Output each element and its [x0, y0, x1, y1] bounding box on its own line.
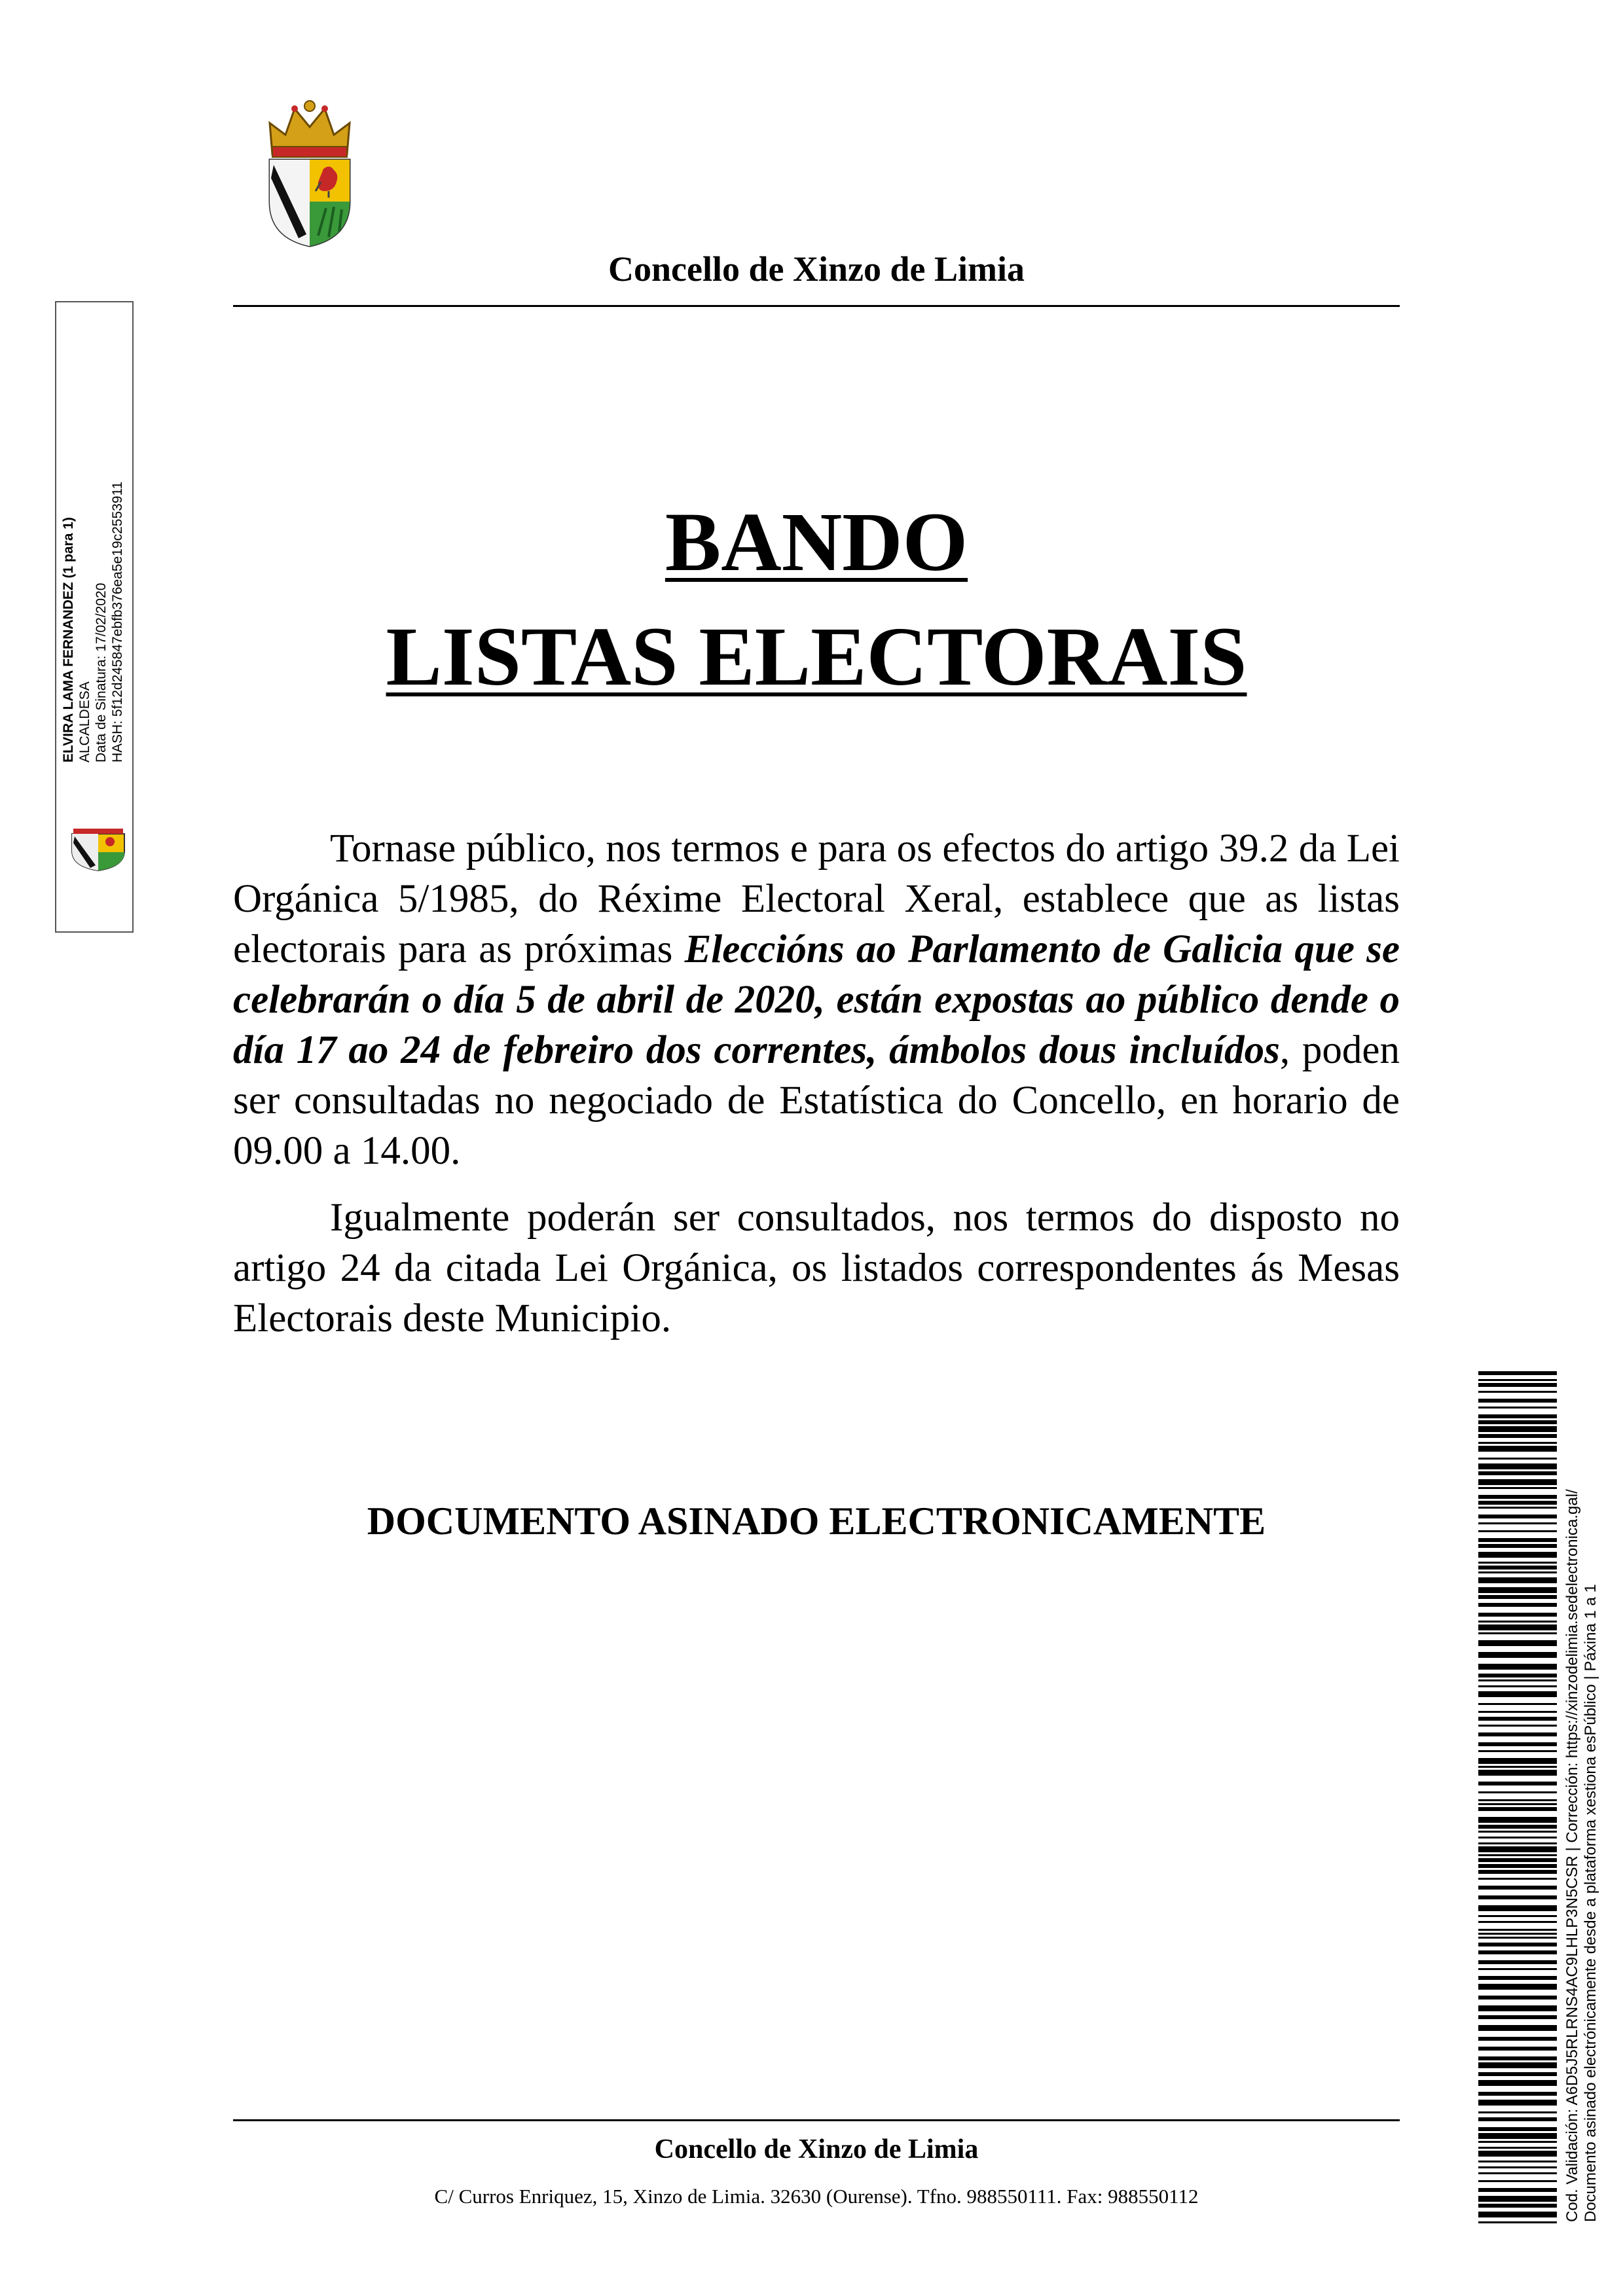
- notice-body: [233, 823, 1400, 1360]
- title-bando: BANDO: [665, 495, 968, 588]
- paragraph-1-emphasis: Eleccións ao Parlamento de Galicia que se celebrarán o día 5 de abril de 2020, están expostas ao público dende o día 17 ao 24 de febreiro dos correntes, ámbolos dous incluídos: [233, 927, 1400, 1072]
- paragraph-1: [233, 823, 1400, 1176]
- footer-address: C/ Curros Enriquez, 15, Xinzo de Limia. 32630 (Ourense). Tfno. 988550111. Fax: 988550112: [434, 2185, 1199, 2208]
- paragraph-2: Igualmente poderán ser consultados, nos termos do disposto no artigo 24 da citada Lei Orgánica, os listados correspondentes ás Mesas Electorais deste Municipio.: [233, 1196, 1400, 1340]
- signer-role: ALCALDESA: [77, 681, 92, 762]
- title-listas-electorais: LISTAS ELECTORAIS: [386, 610, 1247, 703]
- signer-name: ELVIRA LAMA FERNANDEZ (1 para 1): [61, 517, 76, 762]
- header-rule: [233, 305, 1400, 307]
- small-crest-icon: [65, 826, 131, 872]
- validation-code: Cod. Validación: A6D5J5RLRNS4AC9LHLP3N5CSR | Corrección: https://xinzodelimia.sedelectronica.gal/: [1563, 1489, 1581, 2222]
- signature-text: [60, 422, 126, 762]
- header-org-name: Concello de Xinzo de Limia: [608, 249, 1025, 289]
- signature-date: Data de Sinatura: 17/02/2020: [94, 583, 109, 762]
- validation-platform: Documento asinado electrónicamente desde a plataforma xestiona esPúblico | Páxina 1 a 1: [1582, 1584, 1599, 2222]
- paragraph-1-intro: Tornase público, nos termos e para os efectos do artigo 39.2 da Lei Orgánica 5/1985, do Réxime Electoral Xeral, establece que as listas electorais para as próximas: [233, 827, 1400, 971]
- validation-text: [1563, 1371, 1600, 2222]
- paragraph-1-end: , poden ser consultadas no negociado de Estatística do Concello, en horario de 09.00 a 14.00.: [233, 1028, 1400, 1173]
- footer-rule: [233, 2119, 1400, 2121]
- coat-of-arms-icon: [261, 97, 359, 249]
- signature-hash: HASH: 5f12d245847ebfb376ea5e19c2553911: [110, 481, 125, 762]
- barcode-icon: [1478, 1371, 1557, 2229]
- footer-org-name: Concello de Xinzo de Limia: [654, 2134, 979, 2164]
- signed-electronically-note: DOCUMENTO ASINADO ELECTRONICAMENTE: [367, 1499, 1266, 1543]
